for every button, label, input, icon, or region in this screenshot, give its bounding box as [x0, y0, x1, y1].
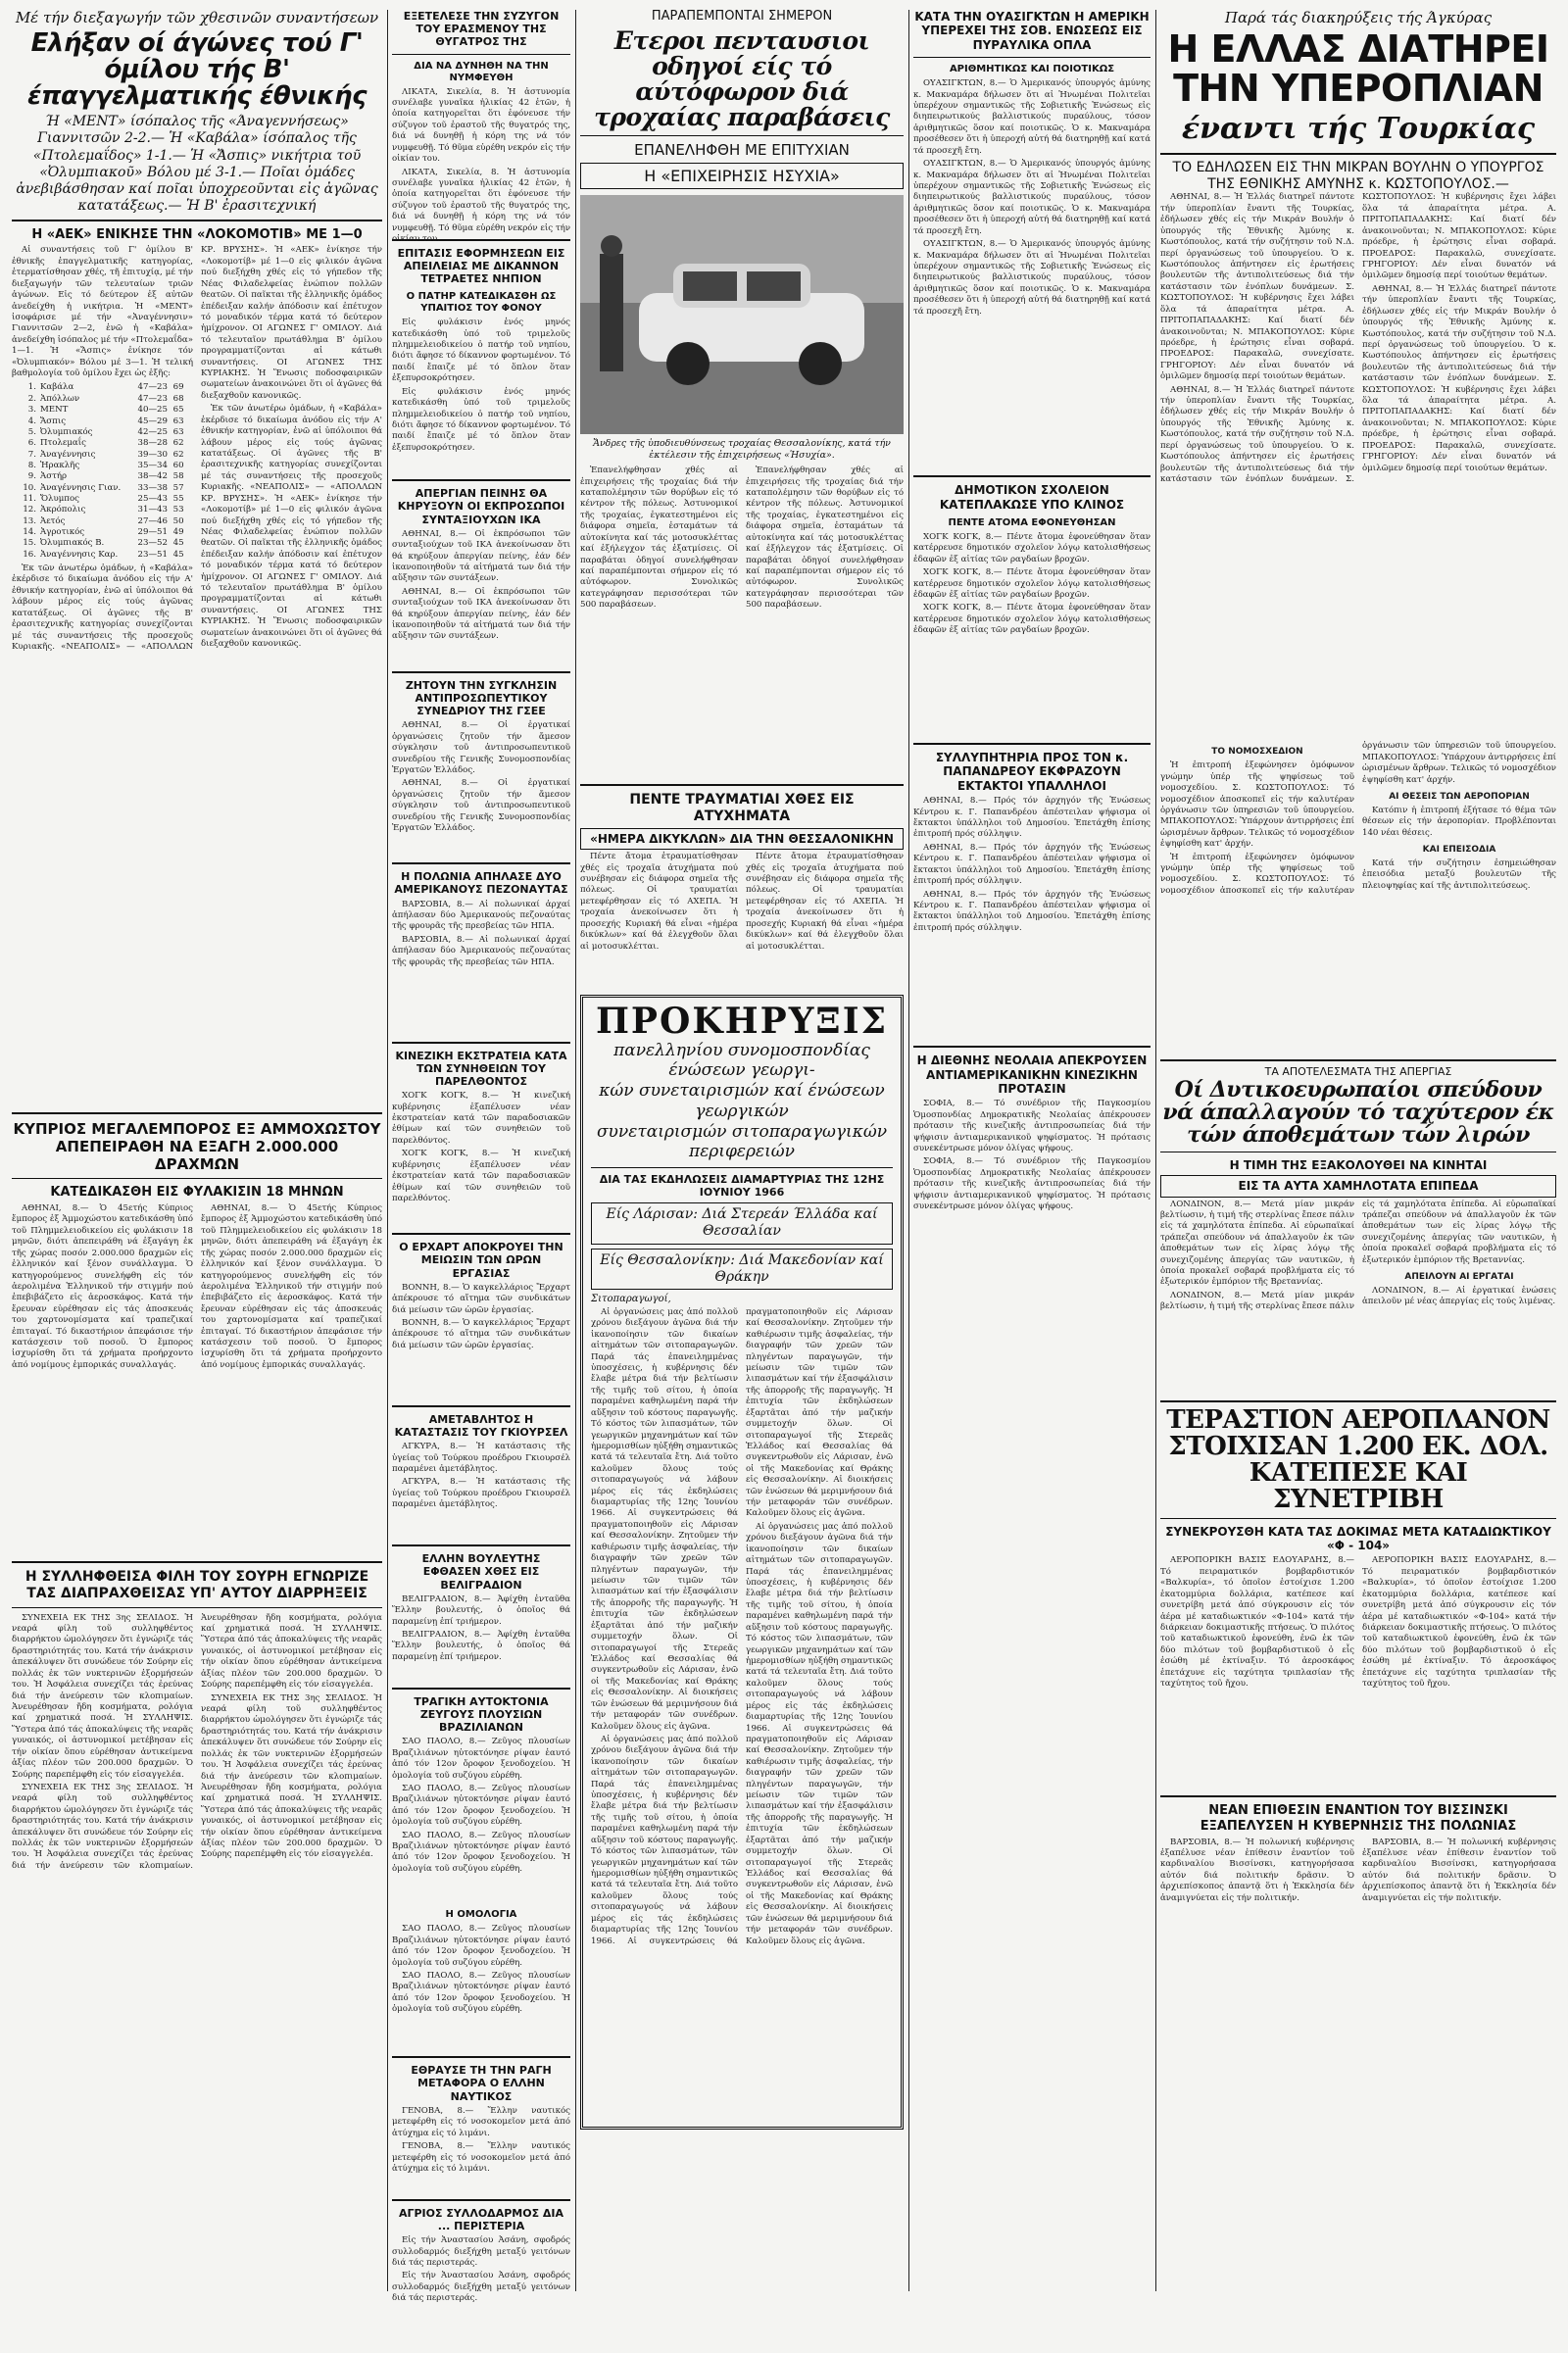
standings-pts: 58: [172, 471, 184, 482]
article-kicker: ΤΑ ΑΠΟΤΕΛΕΣΜΑΤΑ ΤΗΣ ΑΠΕΡΓΙΑΣ: [1264, 1065, 1452, 1079]
standings-pts: 63: [172, 426, 184, 437]
article-body: Εἰς τήν Ἀναστασίου Ἀσάνη, σφοδρός συλλοδαρμός διεξήχθη μεταξύ γειτόνων διά τάς περιστεράς. Εἰς τήν Ἀναστασίου Ἀσάνη, σφοδρός συλλοδαρμός διεξήχθη μεταξύ γειτόνων διά τάς περιστεράς.: [392, 2235, 570, 2304]
standings-row: [19, 494, 185, 505]
column-defense: [1160, 10, 1556, 2291]
standings-pts: 55: [172, 493, 184, 504]
standings-pts: 62: [172, 449, 184, 460]
standings-score: 27—46: [137, 515, 168, 526]
article-body: Εἰς φυλάκισιν ἑνός μηνός κατεδικάσθη ὑπό τοῦ τριμελοῦς πλημμελειοδικείου ὁ πατήρ τοῦ νηπίου, διότι ἄφησε τό δίκαννον φορτωμένον. Τό παιδί ἔπαιζε μέ τό ὅπλον ὅταν ἐξεπυρσοκρότησεν. Εἰς φυλάκισιν ἑνός μηνός κατεδικάσθη ὑπό τοῦ τριμελοῦς πλημμελειοδικείου ὁ πατήρ τοῦ νηπίου, διότι ἄφησε τό δίκαννον φορτωμένον. Τό παιδί ἔπαιζε μέ τό ὅπλον ὅταν ἐξεπυρσοκρότησεν.: [392, 318, 570, 453]
standings-score: 25—43: [137, 493, 168, 504]
standings-table: [19, 382, 185, 561]
standings-pts: 68: [172, 393, 184, 404]
article-subhead: «ΗΜΕΡΑ ΔΙΚΥΚΛΩΝ» ΔΙΑ ΤΗΝ ΘΕΣΣΑΛΟΝΙΚΗΝ: [580, 828, 904, 850]
standings-team: Ἀναγέννησις: [40, 449, 96, 460]
standings-team: Πτολεμαΐς: [40, 438, 86, 449]
article-body: ΒΕΛΙΓΡΑΔΙΟΝ, 8.— Ἀφίχθη ἐνταῦθα Ἕλλην βουλευτής, ὁ ὁποῖος θά παραμείνῃ ἐπί τριήμερον. ΒΕΛΙΓΡΑΔΙΟΝ, 8.— Ἀφίχθη ἐνταῦθα Ἕλλην βουλευτής, ὁ ὁποῖος θά παραμείνῃ ἐπί τριήμερον.: [392, 1593, 570, 1662]
proclamation-line: πανελληνίου συνομοσπονδίας ένώσεων γεωργι-: [613, 1040, 870, 1081]
boxed-headline: Η «ΕΠΙΧΕΙΡΗΣΙΣ ΗΣΥΧΙΑ»: [580, 163, 904, 189]
article-headline: ΚΙΝΕΖΙΚΗ ΕΚΣΤΡΑΤΕΙΑ ΚΑΤΑ ΤΩΝ ΣΥΝΗΘΕΙΩΝ ΤΟΥ ΠΑΡΕΛΘΟΝΤΟΣ: [395, 1049, 567, 1088]
article-headline: ΤΡΑΓΙΚΗ ΑΥΤΟΚΤΟΝΙΑ ΖΕΥΓΟΥΣ ΠΛΟΥΣΙΩΝ ΒΡΑΖΙΛΙΑΝΩΝ: [414, 1694, 549, 1735]
standings-pts: 62: [172, 438, 184, 449]
article-deck: Ή «ΜΕΝΤ» ίσόπαλος τῆς «Άναγεννήσεως» Γιαννιτσῶν 2-2.— Ἡ «Καβάλα» ίσόπαλος τῆς «Πτολεμαΐδος» 1-1.— Ἡ «Ἄσπις» νικήτρια τοῦ «Ὀλυμπιακοῦ» Βόλου μέ 3-1.— Ποῖαι ὁμάδες ἀνεβιβάσθησαν καί ποῖαι ὑποχρεοῦνται εἰς ἀγῶνας κατατάξεως.— Ἡ Β' ἐρασιτεχνική: [16, 114, 378, 214]
column-rule: [908, 10, 909, 2291]
article-subhead: Η ΤΙΜΗ ΤΗΣ ΕΞΑΚΟΛΟΥΘΕΙ ΝΑ ΚΙΝΗΤΑΙ: [1229, 1157, 1488, 1172]
standings-score: 31—43: [137, 505, 168, 515]
proclamation-line: κών συνεταιρισμών καί ένώσεων γεωργικών: [599, 1081, 885, 1121]
standings-pos: 5.: [27, 426, 36, 437]
article-headline: ΠΕΝΤΕ ΤΡΑΥΜΑΤΙΑΙ ΧΘΕΣ ΕΙΣ ΑΤΥΧΗΜΑΤΑ: [629, 792, 855, 824]
article-body: ΛΙΚΑΤΑ, Σικελία, 8. Ἡ ἀστυνομία συνέλαβε γυναῖκα ἡλικίας 42 ἐτῶν, ἡ ὁποία κατηγορεῖται ὅτι ἐφόνευσε τήν σύζυγον τοῦ ἐραστοῦ τῆς θυγατρός της, διά νά δυνηθῇ ἡ κόρη της νά τόν νυμφευθῇ. Τό θῦμα εὑρέθη νεκρόν εἰς τήν οἰκίαν του. ΛΙΚΑΤΑ, Σικελία, 8. Ἡ ἀστυνομία συνέλαβε γυναῖκα ἡλικίας 42 ἐτῶν, ἡ ὁποία κατηγορεῖται ὅτι ἐφόνευσε τήν σύζυγον τοῦ ἐραστοῦ τῆς θυγατρός της, διά νά δυνηθῇ ἡ κόρη της νά τόν νυμφευθῇ. Τό θῦμα εὑρέθη νεκρόν εἰς τήν οἰκίαν του.: [392, 86, 570, 245]
standings-team: Ὀλυμπιακός: [40, 426, 93, 437]
article-headline: ΔΗΜΟΤΙΚΟΝ ΣΧΟΛΕΙΟΝ ΚΑΤΕΠΛΑΚΩΣΕ ΥΠΟ ΚΛΙΝΟΣ: [939, 483, 1125, 512]
standings-row: [19, 427, 185, 438]
article-headline: Η ΕΛΛΑΣ ΔΙΑΤΗΡΕΙ ΤΗΝ ΥΠΕΡΟΠΛΙΑΝ: [1167, 27, 1549, 110]
article-body: ΒΑΡΣΟΒΙΑ, 8.— Ἡ πολωνική κυβέρνησις ἐξαπέλυσε νέαν ἐπίθεσιν ἐναντίον τοῦ καρδιναλίου Βισσίνσκι, κατηγορήσασα αὐτόν διά πολιτικήν δρᾶσιν. Ὁ ἀρχιεπίσκοπος ἀπαντᾷ ὅτι ἡ Ἐκκλησία δέν ἀναμιγνύεται εἰς τήν πολιτικήν. ΒΑΡΣΟΒΙΑ, 8.— Ἡ πολωνική κυβέρνησις ἐξαπέλυσε νέαν ἐπίθεσιν ἐναντίον τοῦ καρδιναλίου Βισσίνσκι, κατηγορήσασα αὐτόν διά πολιτικήν δρᾶσιν. Ὁ ἀρχιεπίσκοπος ἀπαντᾷ ὅτι ἡ Ἐκκλησία δέν ἀναμιγνύεται εἰς τήν πολιτικήν.: [1160, 1837, 1556, 1903]
standings-row: [19, 483, 185, 494]
article-kicker: Παρά τάς διακηρύξεις τής Άγκύρας: [1224, 9, 1493, 26]
standings-team: Ἡρακλῆς: [40, 460, 80, 470]
article-body: ΑΘΗΝΑΙ, 8.— Ἡ Ἑλλάς διατηρεῖ πάντοτε τήν ὑπεροπλίαν ἔναντι τῆς Τουρκίας, ἐδήλωσεν χθές εἰς τήν Μικράν Βουλήν ὁ ὑπουργός τῆς Ἐθνικῆς Ἀμύνης κ. Κωστόπουλος, κατά τήν συζήτησιν τοῦ Ν.Δ. περί ὀργανώσεως τοῦ ὑπουργείου. Ὁ κ. Κωστόπουλος ἀπήντησεν εἰς ἐρωτήσεις βουλευτῶν τῆς ἀντιπολιτεύσεως διά τήν κατάστασιν τῶν ἐνόπλων δυνάμεων. Σ. ΚΩΣΤΟΠΟΥΛΟΣ: Ἡ κυβέρνησις ἔχει λάβει ὅλα τά ἀπαραίτητα μέτρα. Α. ΠΡΙΤΟΠΑΠΑΔΑΚΗΣ: Καί διατί δέν ἀνακοινοῦνται; Ν. ΜΠΑΚΟΠΟΥΛΟΣ: Κύριε πρόεδρε, ἡ ἐρώτησις εἶναι σοβαρά. ΠΡΟΕΔΡΟΣ: Παρακαλῶ, συνεχίσατε. ΓΡΗΓΟΡΙΟΥ: Δέν εἶναι δυνατόν νά ὁμιλῶμεν δημοσίᾳ περί τοιούτων θεμάτων. ΑΘΗΝΑΙ, 8.— Ἡ Ἑλλάς διατηρεῖ πάντοτε τήν ὑπεροπλίαν ἔναντι τῆς Τουρκίας, ἐδήλωσεν χθές εἰς τήν Μικράν Βουλήν ὁ ὑπουργός τῆς Ἐθνικῆς Ἀμύνης κ. Κωστόπουλος, κατά τήν συζήτησιν τοῦ Ν.Δ. περί ὀργανώσεως τοῦ ὑπουργείου. Ὁ κ. Κωστόπουλος ἀπήντησεν εἰς ἐρωτήσεις βουλευτῶν τῆς ἀντιπολιτεύσεως διά τήν κατάστασιν τῶν ἐνόπλων δυνάμεων. Σ. ΚΩΣΤΟΠΟΥΛΟΣ: Ἡ κυβέρνησις ἔχει λάβει ὅλα τά ἀπαραίτητα μέτρα. Α. ΠΡΙΤΟΠΑΠΑΔΑΚΗΣ: Καί διατί δέν ἀνακοινοῦνται; Ν. ΜΠΑΚΟΠΟΥΛΟΣ: Κύριε πρόεδρε, ἡ ἐρώτησις εἶναι σοβαρά. ΠΡΟΕΔΡΟΣ: Παρακαλῶ, συνεχίσατε. ΓΡΗΓΟΡΙΟΥ: Δέν εἶναι δυνατόν νά ὁμιλῶμεν δημοσίᾳ περί τοιούτων θεμάτων. ΑΘΗΝΑΙ, 8.— Ἡ Ἑλλάς διατηρεῖ πάντοτε τήν ὑπεροπλίαν ἔναντι τῆς Τουρκίας, ἐδήλωσεν χθές εἰς τήν Μικράν Βουλήν ὁ ὑπουργός τῆς Ἐθνικῆς Ἀμύνης κ. Κωστόπουλος, κατά τήν συζήτησιν τοῦ Ν.Δ. περί ὀργανώσεως τοῦ ὑπουργείου. Ὁ κ. Κωστόπουλος ἀπήντησεν εἰς ἐρωτήσεις βουλευτῶν τῆς ἀντιπολιτεύσεως διά τήν κατάστασιν τῶν ἐνόπλων δυνάμεων. Σ. ΚΩΣΤΟΠΟΥΛΟΣ: Ἡ κυβέρνησις ἔχει λάβει ὅλα τά ἀπαραίτητα μέτρα. Α. ΠΡΙΤΟΠΑΠΑΔΑΚΗΣ: Καί διατί δέν ἀνακοινοῦνται; Ν. ΜΠΑΚΟΠΟΥΛΟΣ: Κύριε πρόεδρε, ἡ ἐρώτησις εἶναι σοβαρά. ΠΡΟΕΔΡΟΣ: Παρακαλῶ, συνεχίσατε. ΓΡΗΓΟΡΙΟΥ: Δέν εἶναι δυνατόν νά ὁμιλῶμεν δημοσίᾳ περί τοιούτων θεμάτων.: [1160, 192, 1556, 485]
column-briefs: [392, 10, 570, 2304]
article-body: ΣΑΟ ΠΑΟΛΟ, 8.— Ζεῦγος πλουσίων Βραζιλιάνων ηὐτοκτόνησε ρίψαν ἑαυτό ἀπό τόν 12ον ὄροφον ξενοδοχείου. Ἡ ὁμολογία τοῦ συζύγου εὑρέθη. ΣΑΟ ΠΑΟΛΟ, 8.— Ζεῦγος πλουσίων Βραζιλιάνων ηὐτοκτόνησε ρίψαν ἑαυτό ἀπό τόν 12ον ὄροφον ξενοδοχείου. Ἡ ὁμολογία τοῦ συζύγου εὑρέθη. ΣΑΟ ΠΑΟΛΟ, 8.— Ζεῦγος πλουσίων Βραζιλιάνων ηὐτοκτόνησε ρίψαν ἑαυτό ἀπό τόν 12ον ὄροφον ξενοδοχείου. Ἡ ὁμολογία τοῦ συζύγου εὑρέθη.: [392, 1737, 570, 1874]
article-subhead: ΕΙΣ ΤΑ ΑΥΤΑ ΧΑΜΗΛΟΤΑΤΑ ΕΠΙΠΕΔΑ: [1160, 1175, 1556, 1197]
proclamation-date: ΔΙΑ ΤΑΣ ΕΚΔΗΛΩΣΕΙΣ ΔΙΑΜΑΡΤΥΡΙΑΣ ΤΗΣ 12ΗΣ ΙΟΥΝΙΟΥ 1966: [599, 1173, 885, 1200]
article-kicker: Μέ τήν διεξαγωγήν τῶν χθεσινῶν συναντήσεων: [15, 9, 379, 26]
standings-pos: 14.: [23, 526, 36, 537]
standings-row: [19, 461, 185, 471]
article-deck: ΕΠΑΝΕΛΗΦΘΗ ΜΕ ΕΠΙΤΥΧΙΑΝ: [634, 140, 850, 159]
article-body: ΣΑΟ ΠΑΟΛΟ, 8.— Ζεῦγος πλουσίων Βραζιλιάνων ηὐτοκτόνησε ρίψαν ἑαυτό ἀπό τόν 12ον ὄροφον ξενοδοχείου. Ἡ ὁμολογία τοῦ συζύγου εὑρέθη. ΣΑΟ ΠΑΟΛΟ, 8.— Ζεῦγος πλουσίων Βραζιλιάνων ηὐτοκτόνησε ρίψαν ἑαυτό ἀπό τόν 12ον ὄροφον ξενοδοχείου. Ἡ ὁμολογία τοῦ συζύγου εὑρέθη.: [392, 1924, 570, 2015]
standings-score: 39—30: [137, 449, 168, 460]
article-subhead: Ο ΠΑΤΗΡ ΚΑΤΕΔΙΚΑΣΘΗ ΩΣ ΥΠΑΙΤΙΟΣ ΤΟΥ ΦΟΝΟΥ: [406, 291, 557, 315]
standings-pos: 10.: [23, 482, 36, 493]
article-subhead: Η «ΑΕΚ» ΕΝΙΚΗΣΕ ΤΗΝ «ΛΟΚΟΜΟΤΙΒ» ΜΕ 1—0: [31, 226, 363, 242]
standings-row: [19, 405, 185, 416]
article-headline: ΑΓΡΙΟΣ ΣΥΛΛΟΔΑΡΜΟΣ ΔΙΑ ... ΠΕΡΙΣΤΕΡΙΑ: [398, 2206, 564, 2232]
standings-row: [19, 516, 185, 527]
standings-pos: 7.: [27, 449, 36, 460]
proclamation-line: συνεταιρισμών σιτοπαραγωγικών περιφερειών: [596, 1121, 888, 1162]
standings-row: [19, 450, 185, 461]
article-headline: ΝΕΑΝ ΕΠΙΘΕΣΙΝ ΕΝΑΝΤΙΟΝ ΤΟΥ ΒΙΣΣΙΝΣΚΙ ΕΞΑΠΕΛΥΣΕΝ Η ΚΥΒΕΡΝΗΣΙΣ ΤΗΣ ΠΟΛΩΝΙΑΣ: [1200, 1803, 1517, 1835]
standings-pts: 45: [172, 538, 184, 549]
standings-score: 47—23: [137, 393, 168, 404]
standings-pts: 65: [172, 405, 184, 416]
standings-row: [19, 538, 185, 549]
article-headline: ΕΞΕΤΕΛΕΣΕ ΤΗΝ ΣΥΖΥΓΟΝ ΤΟΥ ΕΡΑΣΜΕΝΟΥ ΤΗΣ ΘΥΓΑΤΡΟΣ ΤΗΣ: [403, 10, 560, 49]
article-body: ΒΟΝΝΗ, 8.— Ὁ καγκελλάριος Ἔρχαρτ ἀπέκρουσε τό αἴτημα τῶν συνδικάτων διά μείωσιν τῶν ὡρῶν ἐργασίας. ΒΟΝΝΗ, 8.— Ὁ καγκελλάριος Ἔρχαρτ ἀπέκρουσε τό αἴτημα τῶν συνδικάτων διά μείωσιν τῶν ὡρῶν ἐργασίας.: [392, 1282, 570, 1350]
proclamation-body: Αἱ ὀργανώσεις μας ἀπό πολλοῦ χρόνου διεξάγουν ἀγῶνα διά τήν ἱκανοποίησιν τῶν δικαίων αἰτημάτων τῶν σιτοπαραγωγῶν. Παρά τάς ἐπανειλημμένας ὑποσχέσεις, ἡ κυβέρνησις δέν ἔλαβε μέτρα διά τήν βελτίωσιν τῆς τιμῆς τοῦ σίτου, ἡ ὁποία παραμένει καθηλωμένη παρά τήν αὔξησιν τοῦ κόστους παραγωγῆς. Τό κόστος τῶν λιπασμάτων, τῶν γεωργικῶν μηχανημάτων καί τῶν ἡμερομισθίων ηὐξήθη σημαντικῶς κατά τά τελευταῖα ἔτη. Διά τοῦτο καλοῦμεν ὅλους τούς σιτοπαραγωγούς νά λάβουν μέρος εἰς τάς ἐκδηλώσεις διαμαρτυρίας τῆς 12ης Ἰουνίου 1966. Αἱ συγκεντρώσεις θά πραγματοποιηθοῦν εἰς Λάρισαν καί Θεσσαλονίκην. Ζητοῦμεν τήν καθιέρωσιν τιμῆς ἀσφαλείας, τήν διαγραφήν τῶν χρεῶν τῶν πληγέντων παραγωγῶν, τήν μείωσιν τῶν τιμῶν τῶν λιπασμάτων καί τήν ἐξασφάλισιν τῆς ἀπορροῆς τῆς παραγωγῆς. Ἡ ἐπιτυχία τῶν ἐκδηλώσεων ἐξαρτᾶται ἀπό τήν μαζικήν συμμετοχήν ὅλων. Οἱ σιτοπαραγωγοί τῆς Στερεᾶς Ἑλλάδος καί Θεσσαλίας θά συγκεντρωθοῦν εἰς Λάρισαν, ἐνῶ οἱ τῆς Μακεδονίας καί Θράκης εἰς Θεσσαλονίκην. Αἱ διοικήσεις τῶν ἑνώσεων θά μεριμνήσουν διά τήν μεταφοράν τῶν συνέδρων. Καλοῦμεν ὅλους εἰς ἀγῶνα. Αἱ ὀργανώσεις μας ἀπό πολλοῦ χρόνου διεξάγουν ἀγῶνα διά τήν ἱκανοποίησιν τῶν δικαίων αἰτημάτων τῶν σιτοπαραγωγῶν. Παρά τάς ἐπανειλημμένας ὑποσχέσεις, ἡ κυβέρνησις δέν ἔλαβε μέτρα διά τήν βελτίωσιν τῆς τιμῆς τοῦ σίτου, ἡ ὁποία παραμένει καθηλωμένη παρά τήν αὔξησιν τοῦ κόστους παραγωγῆς. Τό κόστος τῶν λιπασμάτων, τῶν γεωργικῶν μηχανημάτων καί τῶν ἡμερομισθίων ηὐξήθη σημαντικῶς κατά τά τελευταῖα ἔτη. Διά τοῦτο καλοῦμεν ὅλους τούς σιτοπαραγωγούς νά λάβουν μέρος εἰς τάς ἐκδηλώσεις διαμαρτυρίας τῆς 12ης Ἰουνίου 1966. Αἱ συγκεντρώσεις θά πραγματοποιηθοῦν εἰς Λάρισαν καί Θεσσαλονίκην. Ζητοῦμεν τήν καθιέρωσιν τιμῆς ἀσφαλείας, τήν διαγραφήν τῶν χρεῶν τῶν πληγέντων παραγωγῶν, τήν μείωσιν τῶν τιμῶν τῶν λιπασμάτων καί τήν ἐξασφάλισιν τῆς ἀπορροῆς τῆς παραγωγῆς. Ἡ ἐπιτυχία τῶν ἐκδηλώσεων ἐξαρτᾶται ἀπό τήν μαζικήν συμμετοχήν ὅλων. Οἱ σιτοπαραγωγοί τῆς Στερεᾶς Ἑλλάδος καί Θεσσαλίας θά συγκεντρωθοῦν εἰς Λάρισαν, ἐνῶ οἱ τῆς Μακεδονίας καί Θράκης εἰς Θεσσαλονίκην. Αἱ διοικήσεις τῶν ἑνώσεων θά μεριμνήσουν διά τήν μεταφοράν τῶν συνέδρων. Καλοῦμεν ὅλους εἰς ἀγῶνα. Αἱ ὀργανώσεις μας ἀπό πολλοῦ χρόνου διεξάγουν ἀγῶνα διά τήν ἱκανοποίησιν τῶν δικαίων αἰτημάτων τῶν σιτοπαραγωγῶν. Παρά τάς ἐπανειλημμένας ὑποσχέσεις, ἡ κυβέρνησις δέν ἔλαβε μέτρα διά τήν βελτίωσιν τῆς τιμῆς τοῦ σίτου, ἡ ὁποία παραμένει καθηλωμένη παρά τήν αὔξησιν τοῦ κόστους παραγωγῆς. Τό κόστος τῶν λιπασμάτων, τῶν γεωργικῶν μηχανημάτων καί τῶν ἡμερομισθίων ηὐξήθη σημαντικῶς κατά τά τελευταῖα ἔτη. Διά τοῦτο καλοῦμεν ὅλους τούς σιτοπαραγωγούς νά λάβουν μέρος εἰς τάς ἐκδηλώσεις διαμαρτυρίας τῆς 12ης Ἰουνίου 1966. Αἱ συγκεντρώσεις θά πραγματοποιηθοῦν εἰς Λάρισαν καί Θεσσαλονίκην. Ζητοῦμεν τήν καθιέρωσιν τιμῆς ἀσφαλείας, τήν διαγραφήν τῶν χρεῶν τῶν πληγέντων παραγωγῶν, τήν μείωσιν τῶν τιμῶν τῶν λιπασμάτων καί τήν ἐξασφάλισιν τῆς ἀπορροῆς τῆς παραγωγῆς. Ἡ ἐπιτυχία τῶν ἐκδηλώσεων ἐξαρτᾶται ἀπό τήν μαζικήν συμμετοχήν ὅλων. Οἱ σιτοπαραγωγοί τῆς Στερεᾶς Ἑλλάδος καί Θεσσαλίας θά συγκεντρωθοῦν εἰς Λάρισαν, ἐνῶ οἱ τῆς Μακεδονίας καί Θράκης εἰς Θεσσαλονίκην. Αἱ διοικήσεις τῶν ἑνώσεων θά μεριμνήσουν διά τήν μεταφοράν τῶν συνέδρων. Καλοῦμεν ὅλους εἰς ἀγῶνα.: [591, 1306, 893, 1946]
article-headline: Ελήξαν οί άγώνες τού Γ' όμίλου τής Β' έπαγγελματικής έθνικής: [27, 28, 367, 112]
standings-row: [19, 527, 185, 538]
standings-pts: 50: [172, 515, 184, 526]
proclamation-larisa: Είς Λάρισαν: Διά Στερεάν Έλλάδα καί Θεσσαλίαν: [591, 1202, 893, 1244]
standings-team: ΜΕΝΤ: [40, 405, 69, 416]
article-deck: ΤΟ ΕΔΗΛΩΣΕΝ ΕΙΣ ΤΗΝ ΜΙΚΡΑΝ ΒΟΥΛΗΝ Ο ΥΠΟΥΡΓΟΣ ΤΗΣ ΕΘΝΙΚΗΣ ΑΜΥΝΗΣ κ. ΚΩΣΤΟΠΟΥΛΟΣ.—: [1172, 159, 1544, 192]
standings-team: Ὀλυμπιακός Β.: [40, 538, 105, 549]
column-rule: [575, 10, 576, 2291]
column-rule: [1155, 10, 1156, 2291]
article-body: Ἐπανελήφθησαν χθές αἱ ἐπιχειρήσεις τῆς τροχαίας διά τήν καταπολέμησιν τῶν θορύβων εἰς τό κέντρον τῆς πόλεως. Ἀστυνομικοί τῆς τροχαίας, ἐγκατεστημένοι εἰς διάφορα σημεῖα, ἐσταμάτων τά αὐτοκίνητα καί τάς μοτοσυκλέττας καί ἐξήλεγχον τάς ἐξατμίσεις. Οἱ παραβάται ὁδηγοί συνελήφθησαν καί παραπέμπονται σήμερον εἰς τό αὐτόφωρον. Συνολικῶς κατεγράφησαν περισσότεραι τῶν 500 παραβάσεων. Ἐπανελήφθησαν χθές αἱ ἐπιχειρήσεις τῆς τροχαίας διά τήν καταπολέμησιν τῶν θορύβων εἰς τό κέντρον τῆς πόλεως. Ἀστυνομικοί τῆς τροχαίας, ἐγκατεστημένοι εἰς διάφορα σημεῖα, ἐσταμάτων τά αὐτοκίνητα καί τάς μοτοσυκλέττας καί ἐξήλεγχον τάς ἐξατμίσεις. Οἱ παραβάται ὁδηγοί συνελήφθησαν καί παραπέμπονται σήμερον εἰς τό αὐτόφωρον. Συνολικῶς κατεγράφησαν περισσότεραι τῶν 500 παραβάσεων.: [580, 466, 904, 611]
article-headline: Η ΠΟΛΩΝΙΑ ΑΠΗΛΑΣΕ ΔΥΟ ΑΜΕΡΙΚΑΝΟΥΣ ΠΕΖΟΝΑΥΤΑΣ: [394, 870, 568, 897]
standings-pts: 57: [172, 482, 184, 493]
article-headline: ΤΕΡΑΣΤΙΟΝ ΑΕΡΟΠΛΑΝΟΝ ΣΤΟΙΧΙΣΑΝ 1.200 ΕΚ. ΔΟΛ. ΚΑΤΕΠΕΣΕ ΚΑΙ ΣΥΝΕΤΡΙΒΗ: [1166, 1404, 1550, 1514]
standings-pts: 53: [172, 505, 184, 515]
standings-row: [19, 471, 185, 482]
column-world: [913, 10, 1151, 2291]
photo-caption: Ἄνδρες τῆς ὑποδιευθύνσεως τροχαίας Θεσσαλονίκης, κατά τήν ἐκτέλεσιν τῆς ἐπιχειρήσεως «Ἡσυχία».: [593, 438, 891, 462]
column-rule: [387, 10, 388, 2291]
article-headline: ΕΠΙΤΑΣΙΣ ΕΦΟΡΜΗΣΕΩΝ ΕΙΣ ΑΠΕΙΛΕΙΑΣ ΜΕ ΔΙΚΑΝΝΟΝ ΤΕΤΡΑΕΤΕΣ ΝΗΠΙΟΝ: [397, 246, 565, 285]
standings-score: 29—51: [137, 526, 168, 537]
proclamation-thessaloniki: Είς Θεσσαλονίκην: Διά Μακεδονίαν καί Θράκην: [591, 1249, 893, 1290]
standings-pos: 12.: [23, 505, 36, 515]
article-body: ΤΟ ΝΟΜΟΣΧΕΔΙΟΝ Ἡ ἐπιτροπή ἐξεφώνησεν ὁμόφωνον γνώμην ὑπέρ τῆς ψηφίσεως τοῦ νομοσχεδίου. Σ. ΚΩΣΤΟΠΟΥΛΟΣ: Τό νομοσχέδιον ἀποσκοπεῖ εἰς τήν καλυτέραν ὀργάνωσιν τῶν ὑπηρεσιῶν τοῦ ὑπουργείου. ΜΠΑΚΟΠΟΥΛΟΣ: Ὑπάρχουν ἀντιρρήσεις ἐπί ὡρισμένων ἄρθρων. Τελικῶς τό νομοσχέδιον ἐψηφίσθη κατ' ἀρχήν. Ἡ ἐπιτροπή ἐξεφώνησεν ὁμόφωνον γνώμην ὑπέρ τῆς ψηφίσεως τοῦ νομοσχεδίου. Σ. ΚΩΣΤΟΠΟΥΛΟΣ: Τό νομοσχέδιον ἀποσκοπεῖ εἰς τήν καλυτέραν ὀργάνωσιν τῶν ὑπηρεσιῶν τοῦ ὑπουργείου. ΜΠΑΚΟΠΟΥΛΟΣ: Ὑπάρχουν ἀντιρρήσεις ἐπί ὡρισμένων ἄρθρων. Τελικῶς τό νομοσχέδιον ἐψηφίσθη κατ' ἀρχήν. ΑΙ ΘΕΣΕΙΣ ΤΩΝ ΑΕΡΟΠΟΡΙΑΝ Κατόπιν ἡ ἐπιτροπή ἐξήτασε τό θέμα τῶν θέσεων εἰς τήν ἀεροπορίαν. Προβλέπονται 140 νέαι θέσεις. ΚΑΙ ΕΠΕΙΣΟΔΙΑ Κατά τήν συζήτησιν ἐσημειώθησαν ἐπεισόδια μεταξύ βουλευτῶν τῆς πλειοψηφίας καί τῆς ἀντιπολιτεύσεως.: [1160, 741, 1556, 896]
article-body: ΑΘΗΝΑΙ, 8.— Οἱ ἐκπρόσωποι τῶν συνταξιούχων τοῦ ΙΚΑ ἀνεκοίνωσαν ὅτι θά κηρύξουν ἀπεργίαν πείνης, ἐάν δέν ἱκανοποιηθοῦν τά αἰτήματά των διά τήν αὔξησιν τῶν συντάξεων. ΑΘΗΝΑΙ, 8.— Οἱ ἐκπρόσωποι τῶν συνταξιούχων τοῦ ΙΚΑ ἀνεκοίνωσαν ὅτι θά κηρύξουν ἀπεργίαν πείνης, ἐάν δέν ἱκανοποιηθοῦν τά αἰτήματά των διά τήν αὔξησιν τῶν συντάξεων.: [392, 528, 570, 642]
article-headline: Ο ΕΡΧΑΡΤ ΑΠΟΚΡΟΥΕΙ ΤΗΝ ΜΕΙΩΣΙΝ ΤΩΝ ΩΡΩΝ ΕΡΓΑΣΙΑΣ: [399, 1241, 564, 1280]
proclamation-title: ΠΡΟΚΗΡΥΞΙΣ: [595, 1001, 889, 1043]
article-body: ΧΟΓΚ ΚΟΓΚ, 8.— Πέντε ἄτομα ἐφονεύθησαν ὅταν κατέρρευσε δημοτικόν σχολεῖον λόγῳ κατολισθήσεως ἐδαφῶν ἐξ αἰτίας τῶν ραγδαίων βροχῶν. ΧΟΓΚ ΚΟΓΚ, 8.— Πέντε ἄτομα ἐφονεύθησαν ὅταν κατέρρευσε δημοτικόν σχολεῖον λόγῳ κατολισθήσεως ἐδαφῶν ἐξ αἰτίας τῶν ραγδαίων βροχῶν. ΧΟΓΚ ΚΟΓΚ, 8.— Πέντε ἄτομα ἐφονεύθησαν ὅταν κατέρρευσε δημοτικόν σχολεῖον λόγῳ κατολισθήσεως ἐδαφῶν ἐξ αἰτίας τῶν ραγδαίων βροχῶν.: [913, 531, 1151, 636]
standings-pos: 13.: [23, 515, 36, 526]
article-headline: ΕΘΡΑΥΣΕ ΤΗ ΤΗΝ ΡΑΓΗ ΜΕΤΑΦΟΡΑ Ο ΕΛΛΗΝ ΝΑΥΤΙΚΟΣ: [411, 2064, 552, 2103]
article-headline-italic: έναντι τής Τουρκίας: [1181, 112, 1536, 147]
article-body: ΟΥΑΣΙΓΚΤΩΝ, 8.— Ὁ Ἀμερικανός ὑπουργός ἀμύνης κ. Μακναμάρα δήλωσεν ὅτι αἱ Ἡνωμέναι Πολιτεῖαι ὑπερέχουν σημαντικῶς τῆς Σοβιετικῆς Ἑνώσεως εἰς διηπειρωτικούς βαλλιστικούς πυραύλους, τόσον ἀριθμητικῶς ὅσον καί ποιοτικῶς. Ὁ κ. Μακναμάρα προσέθεσεν ὅτι ἡ ὑπεροχή αὐτή θά διατηρηθῇ καί κατά τά προσεχῆ ἔτη. ΟΥΑΣΙΓΚΤΩΝ, 8.— Ὁ Ἀμερικανός ὑπουργός ἀμύνης κ. Μακναμάρα δήλωσεν ὅτι αἱ Ἡνωμέναι Πολιτεῖαι ὑπερέχουν σημαντικῶς τῆς Σοβιετικῆς Ἑνώσεως εἰς διηπειρωτικούς βαλλιστικούς πυραύλους, τόσον ἀριθμητικῶς ὅσον καί ποιοτικῶς. Ὁ κ. Μακναμάρα προσέθεσεν ὅτι ἡ ὑπεροχή αὐτή θά διατηρηθῇ καί κατά τά προσεχῆ ἔτη. ΟΥΑΣΙΓΚΤΩΝ, 8.— Ὁ Ἀμερικανός ὑπουργός ἀμύνης κ. Μακναμάρα δήλωσεν ὅτι αἱ Ἡνωμέναι Πολιτεῖαι ὑπερέχουν σημαντικῶς τῆς Σοβιετικῆς Ἑνώσεως εἰς διηπειρωτικούς βαλλιστικούς πυραύλους, τόσον ἀριθμητικῶς ὅσον καί ποιοτικῶς. Ὁ κ. Μακναμάρα προσέθεσεν ὅτι ἡ ὑπεροχή αὐτή θά διατηρηθῇ καί κατά τά προσεχῆ ἔτη.: [913, 78, 1151, 317]
article-headline: ΚΥΠΡΙΟΣ ΜΕΓΑΛΕΜΠΟΡΟΣ ΕΞ ΑΜΜΟΧΩΣΤΟΥ ΑΠΕΠΕΙΡΑΘΗ ΝΑ ΕΞΑΓΗ 2.000.000 ΔΡΑΧΜΩΝ: [13, 1120, 381, 1174]
car-photo-illustration: [580, 195, 904, 434]
column-sports: [12, 10, 382, 2291]
article-body: ΓΕΝΟΒΑ, 8.— Ἕλλην ναυτικός μετεφέρθη εἰς τό νοσοκομεῖον μετά ἀπό ἀτύχημα εἰς τό λιμάνι. ΓΕΝΟΒΑ, 8.— Ἕλλην ναυτικός μετεφέρθη εἰς τό νοσοκομεῖον μετά ἀπό ἀτύχημα εἰς τό λιμάνι.: [392, 2105, 570, 2174]
standings-score: 42—25: [137, 426, 168, 437]
article-subhead: ΑΡΙΘΜΗΤΙΚΩΣ ΚΑΙ ΠΟΙΟΤΙΚΩΣ: [949, 64, 1115, 75]
article-body: Αἱ συναντήσεις τοῦ Γ' ὁμίλου Β' ἐθνικῆς ἐπαγγελματικῆς κατηγορίας, ἐτερματίσθησαν χθές, τῆ ἐπιτυχίᾳ, μέ τήν διεξαγωγήν τῶν τελευταίων τριῶν ἀγώνων. Εἰς τό δεύτερον ἐξ αὐτῶν ἀνεδείχθη ἡ νικήτρια. Ἡ «ΜΕΝΤ» ἰσοφάρισε μέ τήν «Ἀναγέννησιν» Γιαννιτσῶν 2—2, ἐνῶ ἡ «Καβάλα» ἀνεδείχθη ἰσόπαλος μέ τήν «Πτολεμαΐδα» 1—1. Ἡ «Ἄσπις» ἐνίκησε τόν «Ὀλυμπιακόν» Βόλου μέ 3—1. Ἡ τελική βαθμολογία τοῦ ὁμίλου ἔχει ὡς ἑξῆς: 1. Καβάλα 47—23 69 2. Ἀπόλλων 47—23 68 3. ΜΕΝΤ 40—25 65 4. Ἄσπις 45—29 63 5. Ὀλυμπιακός 42—25 63 6. Πτολεμαΐς 38—28 62 7. Ἀναγέννησις 39—30 62 8. Ἡρακλῆς 35—34 60 9. Ἀστήρ 38—42 58 10. Ἀναγέννησις Γιαν. 33—38 57 11. Ὄλυμπος 25—43 55 12. Ἀκρόπολις 31—43 53 13. Ἀετός 27—46 50 14. Ἀγροτικός 29—51 49 15. Ὀλυμπιακός Β. 23—52 45 16. Ἀναγέννησις Καρ. 23—51 45 Ἐκ τῶν ἀνωτέρω ὁμάδων, ἡ «Καβάλα» ἐκέρδισε τό δικαίωμα ἀνόδου εἰς τήν Α' ἐθνικήν κατηγορίαν, ἐνῶ αἱ ὑπόλοιποι θά λάβουν μέρος εἰς τούς ἀγῶνας κατατάξεως. Οἱ ἀγῶνες τῆς Β' ἐρασιτεχνικῆς κατηγορίας συνεχίζονται μέ τάς συναντήσεις τῆς προσεχοῦς Κυριακῆς. «ΝΕΑΠΟΛΙΣ» — «ΑΠΟΛΛΩΝ ΚΡ. ΒΡΥΣΗΣ». Ἡ «ΑΕΚ» ἐνίκησε τήν «Λοκομοτίβ» μέ 1—0 εἰς φιλικόν ἀγῶνα πού διεξήχθη χθές εἰς τό γήπεδον τῆς Νέας Φιλαδελφείας ἐνώπιον πολλῶν θεατῶν. Οἱ παῖκται τῆς ἑλληνικῆς ὁμάδος ἐπέδειξαν καλήν ἀπόδοσιν καί ἐπέτυχον τό μοναδικόν τέρμα κατά τό δεύτερον ἡμίχρονον. ΟΙ ΑΓΩΝΕΣ Γ' ΟΜΙΛΟΥ. Διά τό τελευταῖον πρωτάθλημα Β' ὁμίλου προγραμματίζονται αἱ κάτωθι συναντήσεις. ΟΙ ΑΓΩΝΕΣ ΤΗΣ ΚΥΡΙΑΚΗΣ. Ἡ Ἕνωσις ποδοσφαιρικῶν σωματείων ἀνακοινώνει ὅτι οἱ ἀγῶνες θά διεξαχθοῦν κανονικῶς. Ἐκ τῶν ἀνωτέρω ὁμάδων, ἡ «Καβάλα» ἐκέρδισε τό δικαίωμα ἀνόδου εἰς τήν Α' ἐθνικήν κατηγορίαν, ἐνῶ αἱ ὑπόλοιποι θά λάβουν μέρος εἰς τούς ἀγῶνας κατατάξεως. Οἱ ἀγῶνες τῆς Β' ἐρασιτεχνικῆς κατηγορίας συνεχίζονται μέ τάς συναντήσεις τῆς προσεχοῦς Κυριακῆς. «ΝΕΑΠΟΛΙΣ» — «ΑΠΟΛΛΩΝ ΚΡ. ΒΡΥΣΗΣ». Ἡ «ΑΕΚ» ἐνίκησε τήν «Λοκομοτίβ» μέ 1—0 εἰς φιλικόν ἀγῶνα πού διεξήχθη χθές εἰς τό γήπεδον τῆς Νέας Φιλαδελφείας ἐνώπιον πολλῶν θεατῶν. Οἱ παῖκται τῆς ἑλληνικῆς ὁμάδος ἐπέδειξαν καλήν ἀπόδοσιν καί ἐπέτυχον τό μοναδικόν τέρμα κατά τό δεύτερον ἡμίχρονον. ΟΙ ΑΓΩΝΕΣ Γ' ΟΜΙΛΟΥ. Διά τό τελευταῖον πρωτάθλημα Β' ὁμίλου προγραμματίζονται αἱ κάτωθι συναντήσεις. ΟΙ ΑΓΩΝΕΣ ΤΗΣ ΚΥΡΙΑΚΗΣ. Ἡ Ἕνωσις ποδοσφαιρικῶν σωματείων ἀνακοινώνει ὅτι οἱ ἀγῶνες θά διεξαχθοῦν κανονικῶς.: [12, 245, 382, 652]
article-body: ΑΘΗΝΑΙ, 8.— Πρός τόν ἀρχηγόν τῆς Ἑνώσεως Κέντρου κ. Γ. Παπανδρέου ἀπέστειλαν ψήφισμα οἱ ἔκτακτοι ὑπάλληλοι τοῦ Δημοσίου. Ἐπετάχθη ἐπίσης ἐπιτροπή πρός σύλληψιν. ΑΘΗΝΑΙ, 8.— Πρός τόν ἀρχηγόν τῆς Ἑνώσεως Κέντρου κ. Γ. Παπανδρέου ἀπέστειλαν ψήφισμα οἱ ἔκτακτοι ὑπάλληλοι τοῦ Δημοσίου. Ἐπετάχθη ἐπίσης ἐπιτροπή πρός σύλληψιν. ΑΘΗΝΑΙ, 8.— Πρός τόν ἀρχηγόν τῆς Ἑνώσεως Κέντρου κ. Γ. Παπανδρέου ἀπέστειλαν ψήφισμα οἱ ἔκτακτοι ὑπάλληλοι τοῦ Δημοσίου. Ἐπετάχθη ἐπίσης ἐπιτροπή πρός σύλληψιν.: [913, 796, 1151, 933]
standings-pts: 69: [172, 382, 184, 393]
standings-team: Ἀναγέννησις Γιαν.: [40, 482, 122, 493]
column-traffic: [580, 10, 904, 2291]
standings-team: Ἀετός: [40, 515, 66, 526]
article-subhead: ΠΕΝΤΕ ΑΤΟΜΑ ΕΦΟΝΕΥΘΗΣΑΝ: [948, 516, 1116, 528]
standings-team: Ἀπόλλων: [40, 393, 80, 404]
standings-score: 47—23: [137, 382, 168, 393]
article-body: ΣΥΝΕΧΕΙΑ ΕΚ ΤΗΣ 3ης ΣΕΛΙΔΟΣ. Ἡ νεαρά φίλη τοῦ συλληφθέντος διαρρήκτου ὡμολόγησεν ὅτι ἐγνώριζε τάς δραστηριότητάς του. Κατά τήν ἀνάκρισιν ἀπεκάλυψεν ὅτι συνώδευε τόν Σούρην εἰς πολλάς ἐκ τῶν νυκτερινῶν ἐξορμήσεών του. Ἡ Ἀσφάλεια συνεχίζει τάς ἐρεύνας διά τήν ἀνεύρεσιν τῶν κλοπιμαίων. Ἀνευρέθησαν ἤδη κοσμήματα, ρολόγια καί χρηματικά ποσά. Ἡ ΣΥΛΛΗΨΙΣ. Ὕστερα ἀπό τάς ἀποκαλύψεις τῆς νεαρᾶς γυναικός, οἱ ἀστυνομικοί μετέβησαν εἰς τήν οἰκίαν ὅπου εὑρέθησαν ἀντικείμενα ἀξίας πλέον τῶν 200.000 δραχμῶν. Ὁ Σούρης παρεπέμφθη εἰς τόν εἰσαγγελέα. ΣΥΝΕΧΕΙΑ ΕΚ ΤΗΣ 3ης ΣΕΛΙΔΟΣ. Ἡ νεαρά φίλη τοῦ συλληφθέντος διαρρήκτου ὡμολόγησεν ὅτι ἐγνώριζε τάς δραστηριότητάς του. Κατά τήν ἀνάκρισιν ἀπεκάλυψεν ὅτι συνώδευε τόν Σούρην εἰς πολλάς ἐκ τῶν νυκτερινῶν ἐξορμήσεών του. Ἡ Ἀσφάλεια συνεχίζει τάς ἐρεύνας διά τήν ἀνεύρεσιν τῶν κλοπιμαίων. Ἀνευρέθησαν ἤδη κοσμήματα, ρολόγια καί χρηματικά ποσά. Ἡ ΣΥΛΛΗΨΙΣ. Ὕστερα ἀπό τάς ἀποκαλύψεις τῆς νεαρᾶς γυναικός, οἱ ἀστυνομικοί μετέβησαν εἰς τήν οἰκίαν ὅπου εὑρέθησαν ἀντικείμενα ἀξίας πλέον τῶν 200.000 δραχμῶν. Ὁ Σούρης παρεπέμφθη εἰς τόν εἰσαγγελέα. ΣΥΝΕΧΕΙΑ ΕΚ ΤΗΣ 3ης ΣΕΛΙΔΟΣ. Ἡ νεαρά φίλη τοῦ συλληφθέντος διαρρήκτου ὡμολόγησεν ὅτι ἐγνώριζε τάς δραστηριότητάς του. Κατά τήν ἀνάκρισιν ἀπεκάλυψεν ὅτι συνώδευε τόν Σούρην εἰς πολλάς ἐκ τῶν νυκτερινῶν ἐξορμήσεών του. Ἡ Ἀσφάλεια συνεχίζει τάς ἐρεύνας διά τήν ἀνεύρεσιν τῶν κλοπιμαίων. Ἀνευρέθησαν ἤδη κοσμήματα, ρολόγια καί χρηματικά ποσά. Ἡ ΣΥΛΛΗΨΙΣ. Ὕστερα ἀπό τάς ἀποκαλύψεις τῆς νεαρᾶς γυναικός, οἱ ἀστυνομικοί μετέβησαν εἰς τήν οἰκίαν ὅπου εὑρέθησαν ἀντικείμενα ἀξίας πλέον τῶν 200.000 δραχμῶν. Ὁ Σούρης παρεπέμφθη εἰς τόν εἰσαγγελέα.: [12, 1612, 382, 1871]
proclamation-box: [580, 995, 904, 2130]
standings-pos: 2.: [27, 393, 36, 404]
standings-row: [19, 417, 185, 427]
article-headline: Η ΔΙΕΘΝΗΣ ΝΕΟΛΑΙΑ ΑΠΕΚΡΟΥΣΕΝ ΑΝΤΙΑΜΕΡΙΚΑΝΙΚΗΝ ΚΙΝΕΖΙΚΗΝ ΠΡΟΤΑΣΙΝ: [916, 1054, 1148, 1096]
article-headline: Ετεροι πενταυσιοι οδηγοί είς τό αύτόφωρον διά τροχαίας παραβάσεις: [594, 25, 890, 131]
standings-team: Ἄσπις: [40, 416, 67, 426]
standings-pts: 60: [172, 460, 184, 470]
article-headline: Οί Δυτικοευρωπαίοι σπεύδουν νά άπαλλαγούν τό ταχύτερον έκ τών άποθεμάτων τών λιρών: [1162, 1077, 1554, 1148]
standings-pts: 49: [172, 526, 184, 537]
article-kicker: ΠΑΡΑΠΕΜΠΟΝΤΑΙ ΣΗΜΕΡΟΝ: [651, 9, 833, 24]
proclamation-greeting: Σιτοπαραγωγοί,: [591, 1293, 671, 1304]
article-body: ΑΕΡΟΠΟΡΙΚΗ ΒΑΣΙΣ ΕΔΟΥΑΡΔΗΣ, 8.— Τό πειραματικόν βομβαρδιστικόν «Βαλκυρία», τό ὁποῖον ἐστοίχισε 1.200 ἑκατομμύρια δολλάρια, κατέπεσε καί συνετρίβη μετά ἀπό σύγκρουσιν εἰς τόν ἀέρα μέ καταδιωκτικόν «Φ-104» κατά τήν διάρκειαν δοκιμαστικῆς πτήσεως. Ὁ πιλότος τοῦ καταδιωκτικοῦ ἐφονεύθη, ἐνῶ ἐκ τῶν δύο πιλότων τοῦ βομβαρδιστικοῦ ὁ εἷς ἐσώθη μέ ἐκτίναξιν. Τό ἀεροσκάφος ἐπετάχυνε εἰς ταχύτητα τριπλασίαν τῆς ταχύτητος τοῦ ἤχου. ΑΕΡΟΠΟΡΙΚΗ ΒΑΣΙΣ ΕΔΟΥΑΡΔΗΣ, 8.— Τό πειραματικόν βομβαρδιστικόν «Βαλκυρία», τό ὁποῖον ἐστοίχισε 1.200 ἑκατομμύρια δολλάρια, κατέπεσε καί συνετρίβη μετά ἀπό σύγκρουσιν εἰς τόν ἀέρα μέ καταδιωκτικόν «Φ-104» κατά τήν διάρκειαν δοκιμαστικῆς πτήσεως. Ὁ πιλότος τοῦ καταδιωκτικοῦ ἐφονεύθη, ἐνῶ ἐκ τῶν δύο πιλότων τοῦ βομβαρδιστικοῦ ὁ εἷς ἐσώθη μέ ἐκτίναξιν. Τό ἀεροσκάφος ἐπετάχυνε εἰς ταχύτητα τριπλασίαν τῆς ταχύτητος τοῦ ἤχου.: [1160, 1555, 1556, 1690]
standings-team: Καβάλα: [40, 382, 74, 393]
standings-team: Ἀναγέννησις Καρ.: [40, 549, 119, 560]
standings-pts: 63: [172, 416, 184, 426]
article-body: ΑΓΚΥΡΑ, 8.— Ἡ κατάστασις τῆς ὑγείας τοῦ Τούρκου προέδρου Γκιουρσέλ παραμένει ἀμετάβλητος. ΑΓΚΥΡΑ, 8.— Ἡ κατάστασις τῆς ὑγείας τοῦ Τούρκου προέδρου Γκιουρσέλ παραμένει ἀμετάβλητος.: [392, 1442, 570, 1510]
standings-row: [19, 505, 185, 515]
article-headline: ΣΥΛΛΥΠΗΤΗΡΙΑ ΠΡΟΣ ΤΟΝ κ. ΠΑΠΑΝΔΡΕΟΥ ΕΚΦΡΑΖΟΥΝ ΕΚΤΑΚΤΟΙ ΥΠΑΛΛΗΛΟΙ: [935, 750, 1129, 793]
article-headline: ΚΑΤΑ ΤΗΝ ΟΥΑΣΙΓΚΤΩΝ Η ΑΜΕΡΙΚΗ ΥΠΕΡΕΧΕΙ ΤΗΣ ΣΟΒ. ΕΝΩΣΕΩΣ ΕΙΣ ΠΥΡΑΥΛΙΚΑ ΟΠΛΑ: [914, 10, 1150, 52]
standings-score: 23—51: [137, 549, 168, 560]
standings-pts: 45: [172, 549, 184, 560]
standings-row: [19, 550, 185, 561]
standings-team: Ὄλυμπος: [40, 493, 79, 504]
article-subhead: ΣΥΝΕΚΡΟΥΣΘΗ ΚΑΤΑ ΤΑΣ ΔΟΚΙΜΑΣ ΜΕΤΑ ΚΑΤΑΔΙΩΚΤΙΚΟΥ «Φ - 104»: [1165, 1524, 1551, 1553]
article-body: ΣΟΦΙΑ, 8.— Τό συνέδριον τῆς Παγκοσμίου Ὁμοσπονδίας Δημοκρατικῆς Νεολαίας ἀπέκρουσεν πρότασιν τῆς κινεζικῆς ἀντιπροσωπείας διά τήν ψήφισιν ἀντιαμερικανικοῦ ψηφίσματος. Ἡ πρότασις συνεκέντρωσε μόνον ὀλίγας ψήφους. ΣΟΦΙΑ, 8.— Τό συνέδριον τῆς Παγκοσμίου Ὁμοσπονδίας Δημοκρατικῆς Νεολαίας ἀπέκρουσεν πρότασιν τῆς κινεζικῆς ἀντιπροσωπείας διά τήν ψήφισιν ἀντιαμερικανικοῦ ψηφίσματος. Ἡ πρότασις συνεκέντρωσε μόνον ὀλίγας ψήφους.: [913, 1099, 1151, 1212]
article-body: ΒΑΡΣΟΒΙΑ, 8.— Αἱ πολωνικαί ἀρχαί ἀπήλασαν δύο Ἀμερικανούς πεζοναύτας τῆς φρουρᾶς τῆς πρεσβείας τῶν ΗΠΑ. ΒΑΡΣΟΒΙΑ, 8.— Αἱ πολωνικαί ἀρχαί ἀπήλασαν δύο Ἀμερικανούς πεζοναύτας τῆς φρουρᾶς τῆς πρεσβείας τῶν ΗΠΑ.: [392, 899, 570, 967]
standings-pos: 9.: [27, 471, 36, 482]
standings-row: [19, 382, 185, 393]
standings-pos: 8.: [27, 460, 36, 470]
article-subhead: Η ΟΜΟΛΟΓΙΑ: [445, 1909, 517, 1921]
article-headline: ΕΛΛΗΝ ΒΟΥΛΕΥΤΗΣ ΕΦΘΑΣΕΝ ΧΘΕΣ ΕΙΣ ΒΕΛΙΓΡΑΔΙΟΝ: [421, 1552, 541, 1592]
standings-pos: 3.: [27, 405, 36, 416]
standings-pos: 15.: [23, 538, 36, 549]
standings-pos: 4.: [27, 416, 36, 426]
standings-pos: 16.: [23, 549, 36, 560]
standings-score: 23—52: [137, 538, 168, 549]
article-body: ΑΘΗΝΑΙ, 8.— Ὁ 45ετής Κύπριος ἔμπορος ἐξ Ἀμμοχώστου κατεδικάσθη ὑπό τοῦ Πλημμελειοδικείου εἰς φυλάκισιν 18 μηνῶν, διότι ἀπεπειράθη νά ἐξαγάγη ἐκ τῆς χώρας ποσόν 2.000.000 δραχμῶν εἰς ἑλληνικόν καί ξένον συνάλλαγμα. Ὁ κατηγορούμενος συνελήφθη εἰς τόν ἀερολιμένα Ἑλληνικοῦ τήν στιγμήν πού ἐπεβιβάζετο εἰς ἀεροσκάφος. Κατά τήν ἔρευναν εὑρέθησαν εἰς τάς ἀποσκευάς του χαρτονομίσματα καί τραπεζικαί ἐπιταγαί. Τό δικαστήριον ἀπεφάσισε τήν κατάσχεσιν τοῦ ποσοῦ. Ὁ ἔμπορος ἰσχυρίσθη ὅτι τά χρήματα προήρχοντο ἀπό νομίμους ἐμπορικάς συναλλαγάς. ΑΘΗΝΑΙ, 8.— Ὁ 45ετής Κύπριος ἔμπορος ἐξ Ἀμμοχώστου κατεδικάσθη ὑπό τοῦ Πλημμελειοδικείου εἰς φυλάκισιν 18 μηνῶν, διότι ἀπεπειράθη νά ἐξαγάγη ἐκ τῆς χώρας ποσόν 2.000.000 δραχμῶν εἰς ἑλληνικόν καί ξένον συνάλλαγμα. Ὁ κατηγορούμενος συνελήφθη εἰς τόν ἀερολιμένα Ἑλληνικοῦ τήν στιγμήν πού ἐπεβιβάζετο εἰς ἀεροσκάφος. Κατά τήν ἔρευναν εὑρέθησαν εἰς τάς ἀποσκευάς του χαρτονομίσματα καί τραπεζικαί ἐπιταγαί. Τό δικαστήριον ἀπεφάσισε τήν κατάσχεσιν τοῦ ποσοῦ. Ὁ ἔμπορος ἰσχυρίσθη ὅτι τά χρήματα προήρχοντο ἀπό νομίμους ἐμπορικάς συναλλαγάς.: [12, 1203, 382, 1370]
article-headline: Η ΣΥΛΛΗΦΘΕΙΣΑ ΦΙΛΗ ΤΟΥ ΣΟΥΡΗ ΕΓΝΩΡΙΖΕ ΤΑΣ ΔΙΑΠΡΑΧΘΕΙΣΑΣ ΥΠ' ΑΥΤΟΥ ΔΙΑΡΡΗΞΕΙΣ: [24, 1569, 369, 1601]
article-body: ΑΘΗΝΑΙ, 8.— Οἱ ἐργατικαί ὀργανώσεις ζητοῦν τήν ἄμεσον σύγκλησιν τοῦ ἀντιπροσωπευτικοῦ συνεδρίου τῆς Γενικῆς Συνομοσπονδίας Ἐργατῶν Ἑλλάδος. ΑΘΗΝΑΙ, 8.— Οἱ ἐργατικαί ὀργανώσεις ζητοῦν τήν ἄμεσον σύγκλησιν τοῦ ἀντιπροσωπευτικοῦ συνεδρίου τῆς Γενικῆς Συνομοσπονδίας Ἐργατῶν Ἑλλάδος.: [392, 720, 570, 834]
standings-pos: 1.: [27, 382, 36, 393]
article-headline: ΑΠΕΡΓΙΑΝ ΠΕΙΝΗΣ ΘΑ ΚΗΡΥΞΟΥΝ ΟΙ ΕΚΠΡΟΣΩΠΟΙ ΣΥΝΤΑΞΙΟΥΧΩΝ ΙΚΑ: [397, 487, 565, 526]
standings-score: 40—25: [137, 405, 168, 416]
standings-score: 35—34: [137, 460, 168, 470]
standings-row: [19, 394, 185, 405]
news-photo: [580, 195, 904, 434]
standings-team: Ἀστήρ: [40, 471, 68, 482]
article-subhead: ΔΙΑ ΝΑ ΔΥΝΗΘΗ ΝΑ ΤΗΝ ΝΥΜΦΕΥΘΗ: [414, 60, 549, 83]
article-headline: ΖΗΤΟΥΝ ΤΗΝ ΣΥΓΚΛΗΣΙΝ ΑΝΤΙΠΡΟΣΩΠΕΥΤΙΚΟΥ ΣΥΝΕΔΡΙΟΥ ΤΗΣ ΓΣΕΕ: [405, 678, 558, 718]
standings-pos: 6.: [27, 438, 36, 449]
standings-team: Ἀκρόπολις: [40, 505, 86, 515]
standings-score: 45—29: [137, 416, 168, 426]
standings-pos: 11.: [23, 493, 36, 504]
standings-row: [19, 438, 185, 449]
article-body: ΛΟΝΔΙΝΟΝ, 8.— Μετά μίαν μικράν βελτίωσιν, ἡ τιμή τῆς στερλίνας ἔπεσε πάλιν εἰς τά χαμηλότατα ἐπίπεδα. Αἱ εὐρωπαϊκαί τράπεζαι σπεύδουν νά ἀπαλλαγοῦν ἐκ τῶν ἀποθεμάτων των εἰς λίρας λόγῳ τῆς συνεχιζομένης ἀπεργίας τῶν ναυτικῶν, ἡ ὁποία προκαλεῖ σοβαρά προβλήματα εἰς τό ἐξωτερικόν ἐμπόριον τῆς Βρεταννίας. ΛΟΝΔΙΝΟΝ, 8.— Μετά μίαν μικράν βελτίωσιν, ἡ τιμή τῆς στερλίνας ἔπεσε πάλιν εἰς τά χαμηλότατα ἐπίπεδα. Αἱ εὐρωπαϊκαί τράπεζαι σπεύδουν νά ἀπαλλαγοῦν ἐκ τῶν ἀποθεμάτων των εἰς λίρας λόγῳ τῆς συνεχιζομένης ἀπεργίας τῶν ναυτικῶν, ἡ ὁποία προκαλεῖ σοβαρά προβλήματα εἰς τό ἐξωτερικόν ἐμπόριον τῆς Βρεταννίας. ΑΠΕΙΛΟΥΝ ΑΙ ΕΡΓΑΤΑΙ ΛΟΝΔΙΝΟΝ, 8.— Αἱ ἐργατικαί ἑνώσεις ἀπειλοῦν μέ νέας ἀπεργίας εἰς τούς λιμένας.: [1160, 1199, 1556, 1312]
standings-team: Ἀγροτικός: [40, 526, 85, 537]
article-subhead: ΚΑΤΕΔΙΚΑΣΘΗ ΕΙΣ ΦΥΛΑΚΙΣΙΝ 18 ΜΗΝΩΝ: [50, 1185, 344, 1201]
standings-score: 38—42: [137, 471, 168, 482]
article-body: Πέντε ἄτομα ἐτραυματίσθησαν χθές εἰς τροχαῖα ἀτυχήματα πού συνέβησαν εἰς διάφορα σημεῖα τῆς πόλεως. Οἱ τραυματίαι μετεφέρθησαν εἰς τό ΑΧΕΠΑ. Ἡ τροχαία ἀνεκοίνωσεν ὅτι ἡ προσεχής Κυριακή θά εἶναι «ἡμέρα δικύκλων» καί θά ἐλεγχθοῦν ὅλαι αἱ μοτοσυκλέτται. Πέντε ἄτομα ἐτραυματίσθησαν χθές εἰς τροχαῖα ἀτυχήματα πού συνέβησαν εἰς διάφορα σημεῖα τῆς πόλεως. Οἱ τραυματίαι μετεφέρθησαν εἰς τό ΑΧΕΠΑ. Ἡ τροχαία ἀνεκοίνωσεν ὅτι ἡ προσεχής Κυριακή θά εἶναι «ἡμέρα δικύκλων» καί θά ἐλεγχθοῦν ὅλαι αἱ μοτοσυκλέτται.: [580, 852, 904, 952]
article-body: ΧΟΓΚ ΚΟΓΚ, 8.— Ἡ κινεζική κυβέρνησις ἐξαπέλυσεν νέαν ἐκστρατείαν κατά τῶν παραδοσιακῶν ἐθίμων καί τῶν συνηθειῶν τοῦ παρελθόντος. ΧΟΓΚ ΚΟΓΚ, 8.— Ἡ κινεζική κυβέρνησις ἐξαπέλυσεν νέαν ἐκστρατείαν κατά τῶν παραδοσιακῶν ἐθίμων καί τῶν συνηθειῶν τοῦ παρελθόντος.: [392, 1091, 570, 1203]
standings-score: 33—38: [137, 482, 168, 493]
standings-score: 38—28: [137, 438, 168, 449]
article-headline: ΑΜΕΤΑΒΛΗΤΟΣ Η ΚΑΤΑΣΤΑΣΙΣ ΤΟΥ ΓΚΙΟΥΡΣΕΛ: [394, 1412, 568, 1439]
